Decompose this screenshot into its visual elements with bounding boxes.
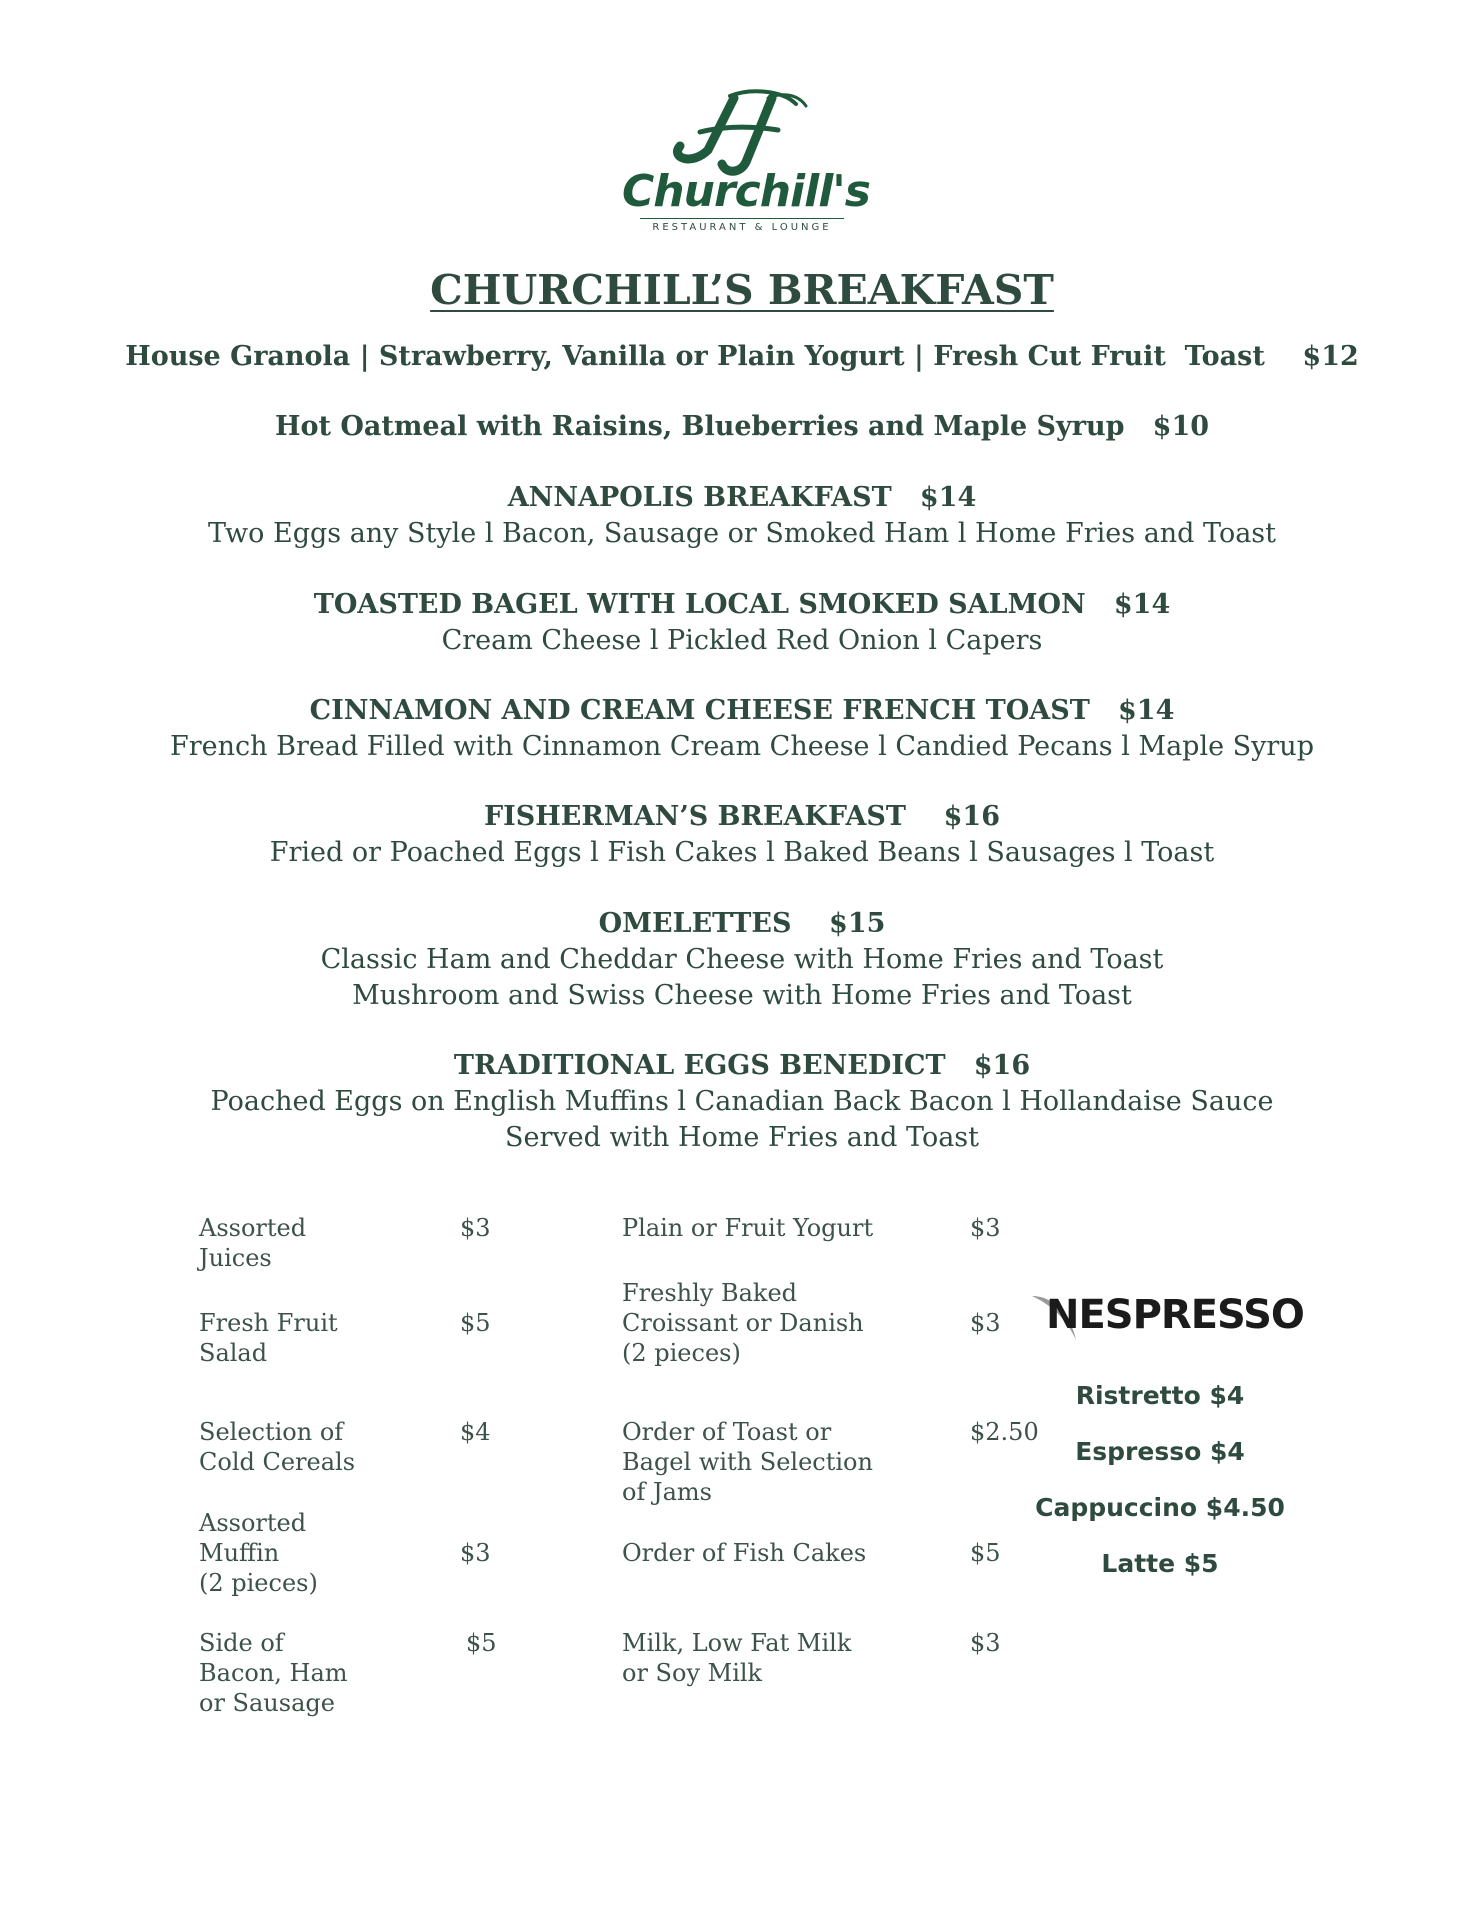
restaurant-logo <box>622 88 870 233</box>
side-item-name: Fresh Fruit Salad <box>199 1309 338 1367</box>
side-item-price: $5 <box>970 1539 1001 1567</box>
fisherman-heading: FISHERMAN’S BREAKFAST $16 <box>484 801 1000 832</box>
logo-tagline: RESTAURANT & LOUNGE <box>652 222 832 233</box>
side-item-price: $3 <box>970 1214 1001 1242</box>
side-item-price: $3 <box>970 1309 1001 1337</box>
french-toast-description: French Bread Filled with Cinnamon Cream Cheese l Candied Pecans l Maple Syrup <box>170 731 1314 762</box>
benedict-heading: TRADITIONAL EGGS BENEDICT $16 <box>453 1050 1031 1081</box>
benedict-description-1: Poached Eggs on English Muffins l Canadian Back Bacon l Hollandaise Sauce <box>210 1086 1274 1117</box>
side-item-name: Assorted Juices <box>199 1214 307 1272</box>
oatmeal-item: Hot Oatmeal with Raisins, Blueberries and Maple Syrup $10 <box>274 411 1210 442</box>
omelettes-description-2: Mushroom and Swiss Cheese with Home Fries and Toast <box>352 980 1132 1011</box>
bagel-description: Cream Cheese l Pickled Red Onion l Capers <box>441 625 1043 656</box>
omelettes-description-1: Classic Ham and Cheddar Cheese with Home Fries and Toast <box>320 944 1164 975</box>
side-item-price: $5 <box>466 1629 497 1657</box>
benedict-description-2: Served with Home Fries and Toast <box>504 1122 980 1153</box>
side-item-price: $5 <box>460 1309 491 1337</box>
side-item-name: Order of Toast or Bagel with Selection of Jams <box>622 1418 873 1506</box>
coffee-item-cappuccino: Cappuccino $4.50 <box>1035 1493 1285 1522</box>
logo-name: Churchill's <box>622 166 870 217</box>
granola-item: House Granola | Strawberry, Vanilla or Plain Yogurt | Fresh Cut Fruit Toast $12 <box>125 341 1359 372</box>
h-monogram-icon <box>622 88 862 178</box>
side-item-price: $3 <box>460 1539 491 1567</box>
side-item-name: Order of Fish Cakes <box>622 1539 867 1567</box>
side-item-name: Side of Bacon, Ham or Sausage <box>199 1629 348 1717</box>
annapolis-heading: ANNAPOLIS BREAKFAST $14 <box>507 482 977 513</box>
side-item-name: Plain or Fruit Yogurt <box>622 1214 874 1242</box>
menu-title-text: CHURCHILL’S BREAKFAST <box>430 266 1054 314</box>
side-item-price: $3 <box>460 1214 491 1242</box>
coffee-item-espresso: Espresso $4 <box>1075 1437 1245 1466</box>
side-item-name: Freshly Baked Croissant or Danish (2 pieces) <box>622 1279 864 1367</box>
bagel-heading: TOASTED BAGEL WITH LOCAL SMOKED SALMON $14 <box>313 589 1171 620</box>
nespresso-logo <box>1030 1288 1304 1348</box>
annapolis-description: Two Eggs any Style l Bacon, Sausage or Smoked Ham l Home Fries and Toast <box>207 518 1277 549</box>
side-item-price: $3 <box>970 1629 1001 1657</box>
side-item-name: Milk, Low Fat Milk or Soy Milk <box>622 1629 852 1687</box>
side-item-price: $2.50 <box>970 1418 1039 1446</box>
logo-divider <box>640 218 844 219</box>
fisherman-description: Fried or Poached Eggs l Fish Cakes l Baked Beans l Sausages l Toast <box>269 837 1215 868</box>
menu-title <box>0 266 1484 314</box>
omelettes-heading: OMELETTES $15 <box>598 908 886 939</box>
coffee-item-latte: Latte $5 <box>1101 1549 1219 1578</box>
side-item-name: Selection of Cold Cereals <box>199 1418 356 1476</box>
coffee-item-ristretto: Ristretto $4 <box>1075 1381 1245 1410</box>
french-toast-heading: CINNAMON AND CREAM CHEESE FRENCH TOAST $14 <box>309 695 1175 726</box>
side-item-price: $4 <box>460 1418 491 1446</box>
side-item-name: Assorted Muffin (2 pieces) <box>199 1509 318 1597</box>
nespresso-brand: NESPRESSO <box>1046 1292 1304 1338</box>
